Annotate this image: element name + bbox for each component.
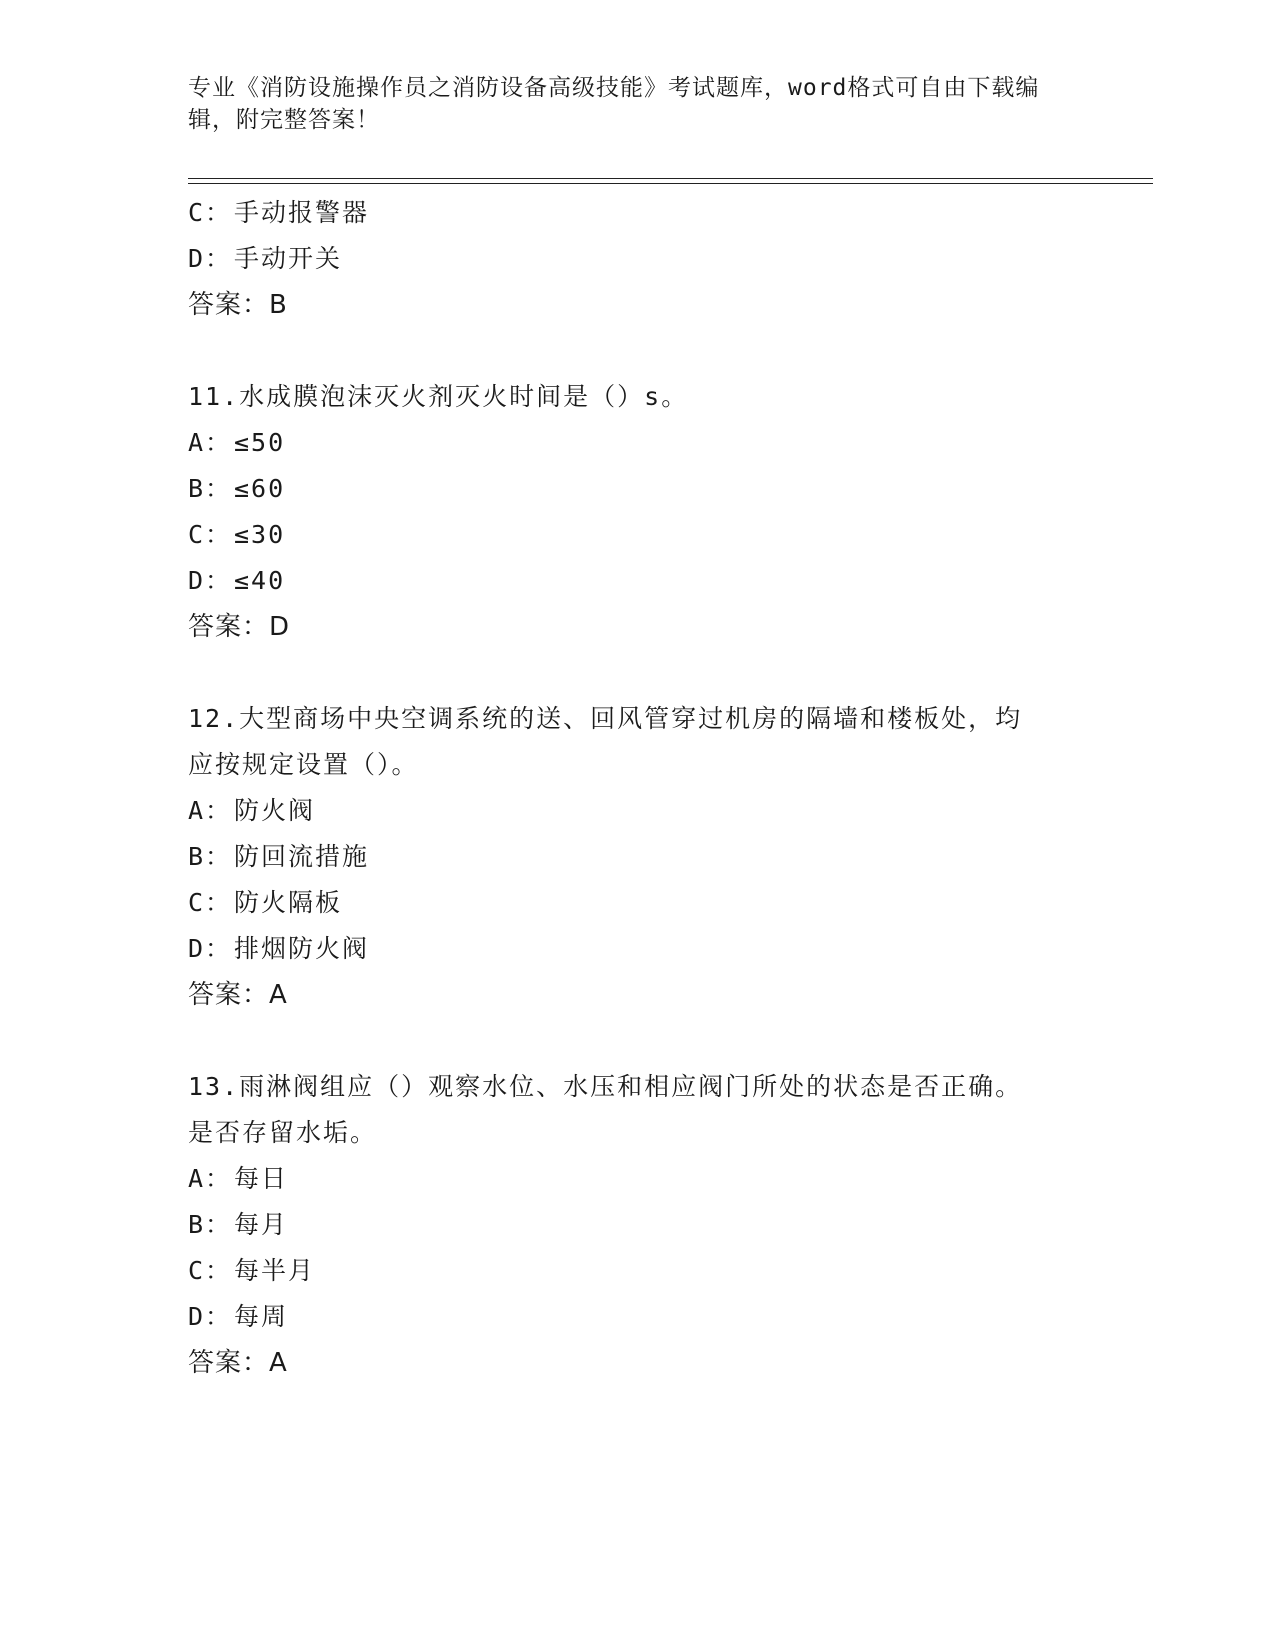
question-stem-line-1: 13.雨淋阀组应（）观察水位、水压和相应阀门所处的状态是否正确。 xyxy=(188,1072,1023,1101)
option-text: ≤60 xyxy=(234,474,286,503)
header-divider-bottom xyxy=(188,183,1153,184)
option-label: D： xyxy=(188,566,233,595)
option-text: 防火隔板 xyxy=(234,888,343,917)
option-d xyxy=(188,1294,1088,1340)
header-line-2: 辑，附完整答案！ xyxy=(188,107,380,133)
option-text: 每月 xyxy=(234,1210,289,1239)
option-label: B： xyxy=(188,1210,233,1239)
question-12 xyxy=(188,696,1088,1018)
option-a xyxy=(188,788,1088,834)
option-text: 防回流措施 xyxy=(234,842,370,871)
option-c xyxy=(188,1248,1088,1294)
option-label: D： xyxy=(188,244,233,273)
option-text: ≤30 xyxy=(234,520,286,549)
question-stem-line-1: 12.大型商场中央空调系统的送、回风管穿过机房的隔墙和楼板处，均 xyxy=(188,704,1023,733)
option-a xyxy=(188,420,1088,466)
answer-line: 答案：B xyxy=(188,290,288,320)
question-spacer xyxy=(188,328,1088,374)
question-spacer xyxy=(188,1018,1088,1064)
option-text: 每日 xyxy=(234,1164,289,1193)
option-text: 每周 xyxy=(234,1302,289,1331)
option-d xyxy=(188,558,1088,604)
answer-line: 答案：D xyxy=(188,612,291,642)
option-label: B： xyxy=(188,842,233,871)
option-c xyxy=(188,190,1088,236)
option-text: ≤50 xyxy=(234,428,286,457)
question-13 xyxy=(188,1064,1088,1386)
option-label: C： xyxy=(188,1256,233,1285)
document-body xyxy=(188,190,1088,1386)
option-d xyxy=(188,926,1088,972)
option-text: 每半月 xyxy=(234,1256,316,1285)
option-c xyxy=(188,512,1088,558)
answer-line: 答案：A xyxy=(188,1348,288,1378)
option-label: A： xyxy=(188,428,233,457)
option-c xyxy=(188,880,1088,926)
question-10-continued xyxy=(188,190,1088,328)
option-b xyxy=(188,1202,1088,1248)
option-label: D： xyxy=(188,1302,233,1331)
option-label: C： xyxy=(188,198,233,227)
option-text: 手动报警器 xyxy=(234,198,370,227)
option-text: 手动开关 xyxy=(234,244,343,273)
question-stem: 11.水成膜泡沫灭火剂灭火时间是（）s。 xyxy=(188,382,689,411)
option-text: ≤40 xyxy=(234,566,286,595)
option-b xyxy=(188,466,1088,512)
option-label: C： xyxy=(188,520,233,549)
option-label: B： xyxy=(188,474,233,503)
header-divider-top xyxy=(188,178,1153,179)
document-header xyxy=(188,72,1088,136)
option-a xyxy=(188,1156,1088,1202)
question-11 xyxy=(188,374,1088,650)
answer-line: 答案：A xyxy=(188,980,288,1010)
option-text: 排烟防火阀 xyxy=(234,934,370,963)
option-b xyxy=(188,834,1088,880)
option-label: A： xyxy=(188,796,233,825)
header-line-1: 专业《消防设施操作员之消防设备高级技能》考试题库，word格式可自由下载编 xyxy=(188,75,1040,101)
option-label: A： xyxy=(188,1164,233,1193)
option-text: 防火阀 xyxy=(234,796,316,825)
option-label: D： xyxy=(188,934,233,963)
option-d xyxy=(188,236,1088,282)
option-label: C： xyxy=(188,888,233,917)
question-stem-line-2: 应按规定设置（）。 xyxy=(188,750,419,779)
question-stem-line-2: 是否存留水垢。 xyxy=(188,1118,378,1147)
question-spacer xyxy=(188,650,1088,696)
